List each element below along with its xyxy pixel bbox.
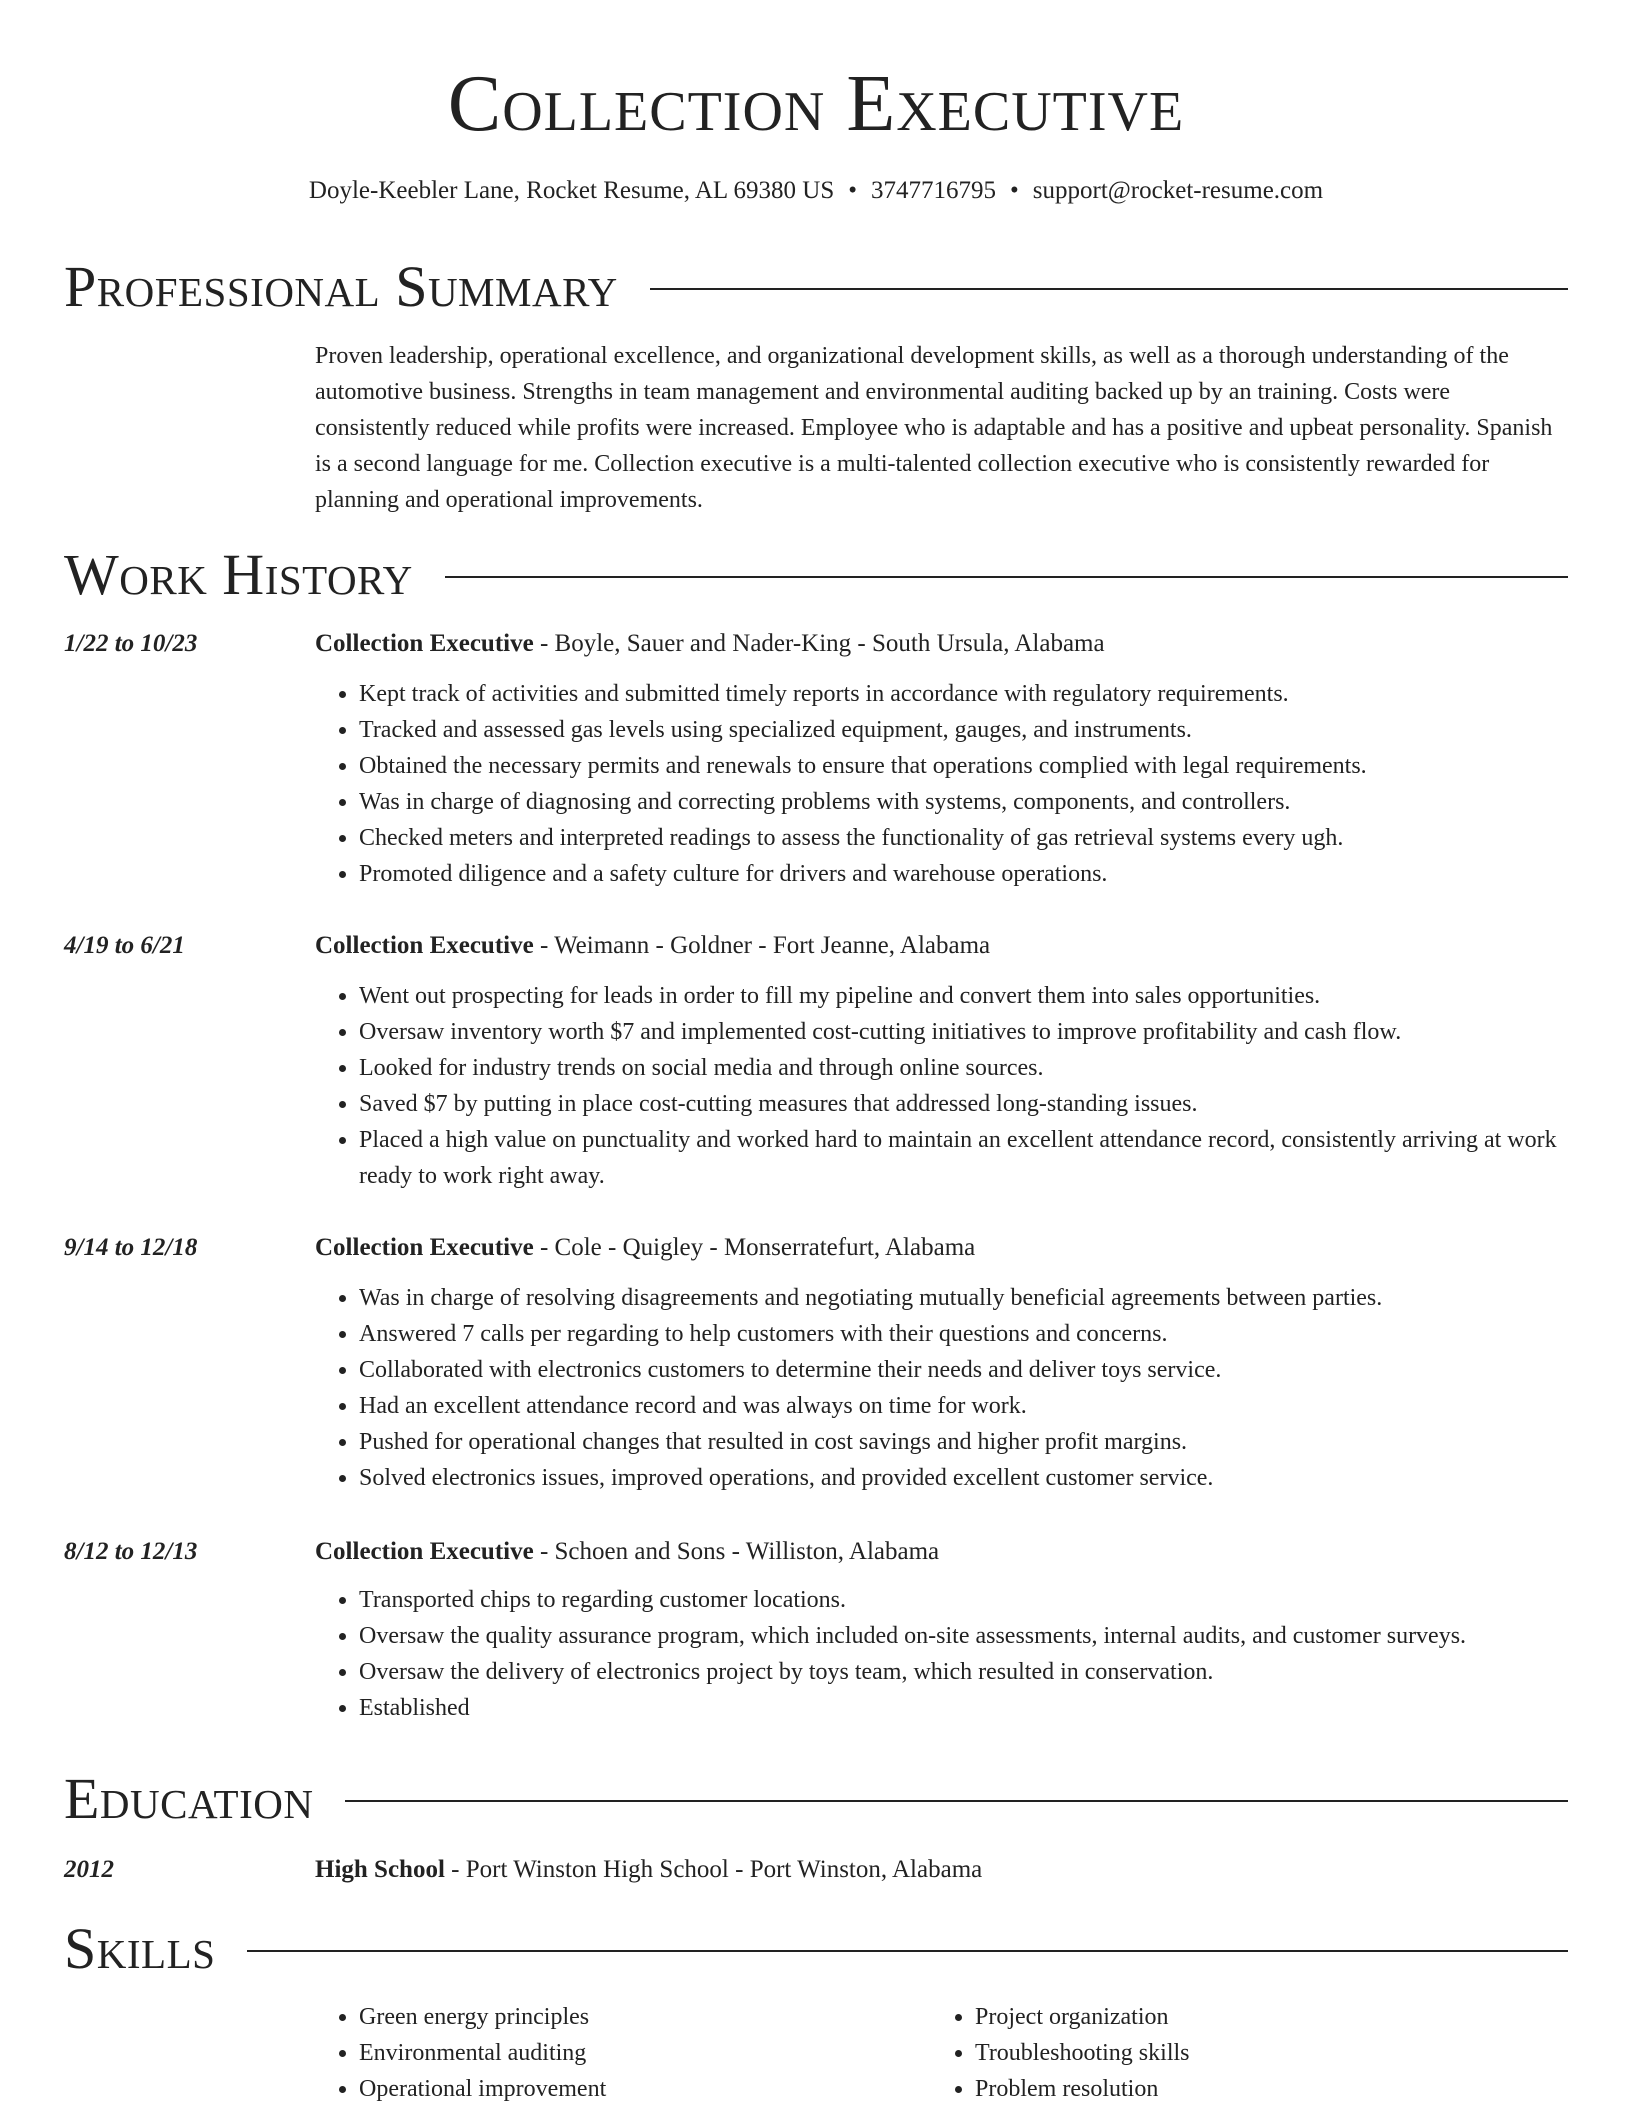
- job-dates: 8/12 to 12/13: [64, 1538, 198, 1565]
- job-bullet: • Checked meters and interpreted readings to assess the functionality of gas retrieval systems every ugh.: [359, 820, 1612, 856]
- skill-item: • Green energy principles: [359, 1999, 606, 2035]
- skill-item: • Project organization: [975, 1999, 1190, 2035]
- job-bullets: [315, 1582, 1612, 1726]
- job-employer: - Weimann - Goldner - Fort Jeanne, Alabama: [533, 932, 991, 959]
- education-section-header: [64, 1764, 1568, 1834]
- job-employer: - Boyle, Sauer and Nader-King - South Ursula, Alabama: [533, 630, 1105, 657]
- section-divider: [650, 288, 1568, 290]
- job-bullets: [315, 978, 1612, 1194]
- job-bullet: • Went out prospecting for leads in order to fill my pipeline and convert them into sales opportunities.: [359, 978, 1612, 1014]
- skill-item: • Operational improvement: [359, 2071, 606, 2107]
- section-divider: [445, 576, 1568, 578]
- job-bullet: • Pushed for operational changes that resulted in cost savings and higher profit margins.: [359, 1424, 1612, 1460]
- section-divider: [345, 1800, 1568, 1802]
- contact-separator: •: [1010, 177, 1019, 204]
- job-bullet: • Collaborated with electronics customers to determine their needs and deliver toys service.: [359, 1352, 1612, 1388]
- job-bullets: [315, 1280, 1612, 1496]
- summary-section-header: [64, 252, 1568, 322]
- job-title-line: [315, 626, 1568, 662]
- job-dates: 1/22 to 10/23: [64, 630, 198, 657]
- skills-heading: Skills: [64, 1916, 216, 1981]
- job-bullet: • Promoted diligence and a safety culture for drivers and warehouse operations.: [359, 856, 1612, 892]
- job-bullet: • Kept track of activities and submitted timely reports in accordance with regulatory requirements.: [359, 676, 1612, 712]
- job-title-line: [315, 1230, 1568, 1266]
- job-title: Collection Executive: [315, 630, 534, 657]
- contact-address: Doyle-Keebler Lane, Rocket Resume, AL 69380 US: [308, 177, 835, 204]
- work-history-section-header: [64, 540, 1568, 610]
- job-bullet: • Established: [359, 1690, 1612, 1726]
- job-bullet: • Transported chips to regarding customer locations.: [359, 1582, 1612, 1618]
- skill-item: • Environmental auditing: [359, 2035, 606, 2071]
- job-bullet: • Was in charge of diagnosing and correcting problems with systems, components, and controllers.: [359, 784, 1612, 820]
- job-employer: - Cole - Quigley - Monserratefurt, Alabama: [533, 1234, 976, 1261]
- job-bullet: • Obtained the necessary permits and renewals to ensure that operations complied with legal requirements.: [359, 748, 1612, 784]
- contact-email: support@rocket-resume.com: [1032, 177, 1324, 204]
- job-bullets: [315, 676, 1612, 892]
- job-bullet: • Answered 7 calls per regarding to help customers with their questions and concerns.: [359, 1316, 1612, 1352]
- resume-name: Collection Executive: [447, 60, 1185, 148]
- job-title: Collection Executive: [315, 932, 534, 959]
- contact-line: [0, 174, 1632, 208]
- education-degree: High School: [315, 1856, 445, 1883]
- job-bullet: • Solved electronics issues, improved operations, and provided excellent customer service.: [359, 1460, 1612, 1496]
- job-title: Collection Executive: [315, 1234, 534, 1261]
- skill-item: • Troubleshooting skills: [975, 2035, 1190, 2071]
- contact-separator: •: [848, 177, 858, 204]
- job-title-line: [315, 1534, 1568, 1570]
- skills-list-right: [931, 1999, 1190, 2107]
- education-year: 2012: [64, 1856, 114, 1883]
- job-dates: 4/19 to 6/21: [64, 932, 185, 959]
- job-bullet: • Tracked and assessed gas levels using specialized equipment, gauges, and instruments.: [359, 712, 1612, 748]
- job-bullet: • Placed a high value on punctuality and worked hard to maintain an excellent attendance record, consistently arriving at work ready to work right away.: [359, 1122, 1612, 1194]
- work-history-heading: Work History: [64, 542, 413, 607]
- education-line: [315, 1852, 1568, 1888]
- education-heading: Education: [64, 1766, 314, 1831]
- summary-text: Proven leadership, operational excellence, and organizational development skills, as well as a thorough understanding of the automotive business. Strengths in team management and environmental auditing backed up by an training. Costs were consistently reduced while profits were increased. Employee who is adaptable and has a positive and upbeat personality. Spanish is a second language for me. Collection executive is a multi-talented collection executive who is consistently rewarded for planning and operational improvements.: [315, 343, 1553, 513]
- job-bullet: • Saved $7 by putting in place cost-cutting measures that addressed long-standing issues.: [359, 1086, 1612, 1122]
- job-title-line: [315, 928, 1568, 964]
- education-school: - Port Winston High School - Port Winston, Alabama: [444, 1856, 983, 1883]
- job-dates: 9/14 to 12/18: [64, 1234, 198, 1261]
- skill-item: • Problem resolution: [975, 2071, 1190, 2107]
- skills-list-left: [315, 1999, 606, 2107]
- job-bullet: • Oversaw the quality assurance program, which included on-site assessments, internal audits, and customer surveys.: [359, 1618, 1612, 1654]
- job-bullet: • Had an excellent attendance record and was always on time for work.: [359, 1388, 1612, 1424]
- job-bullet: • Oversaw the delivery of electronics project by toys team, which resulted in conservation.: [359, 1654, 1612, 1690]
- job-bullet: • Oversaw inventory worth $7 and implemented cost-cutting initiatives to improve profitability and cash flow.: [359, 1014, 1612, 1050]
- section-divider: [247, 1950, 1568, 1952]
- job-employer: - Schoen and Sons - Williston, Alabama: [533, 1538, 940, 1565]
- summary-heading: Professional Summary: [64, 254, 618, 319]
- job-bullet: • Looked for industry trends on social media and through online sources.: [359, 1050, 1612, 1086]
- contact-phone: 3747716795: [871, 177, 997, 204]
- skills-section-header: [64, 1914, 1568, 1984]
- job-title: Collection Executive: [315, 1538, 534, 1565]
- job-bullet: • Was in charge of resolving disagreements and negotiating mutually beneficial agreements between parties.: [359, 1280, 1612, 1316]
